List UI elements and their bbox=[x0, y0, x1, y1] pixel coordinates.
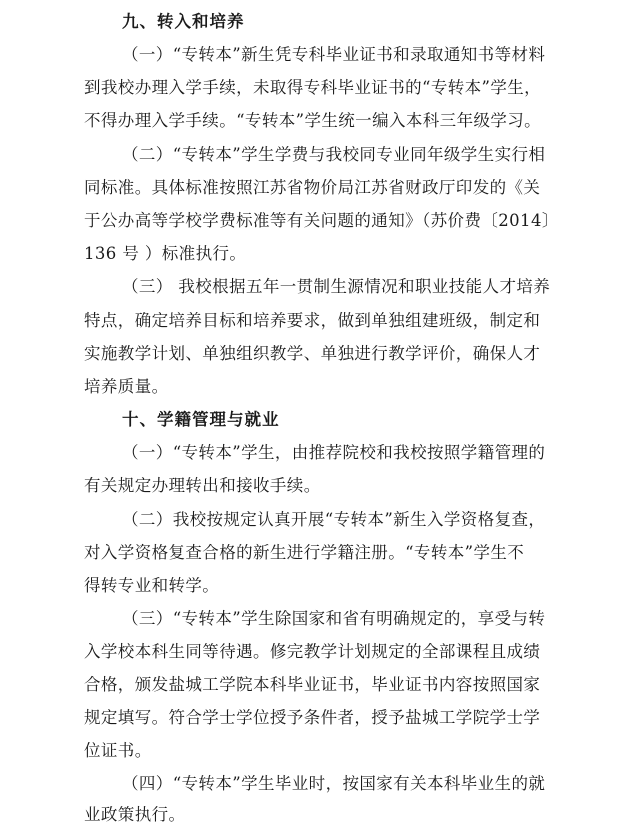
paragraph-line: 得转专业和转学。 bbox=[84, 576, 220, 595]
paragraph-line: 合格，颁发盐城工学院本科毕业证书，毕业证书内容按照国家 bbox=[84, 675, 541, 694]
paragraph-line: 入学校本科生同等待遇。修完教学计划规定的全部课程且成绩 bbox=[84, 642, 541, 661]
paragraph-line: （一）“专转本”新生凭专科毕业证书和录取通知书等材料 bbox=[122, 45, 546, 64]
paragraph-line: 位证书。 bbox=[84, 741, 152, 760]
paragraph-line: （二）我校按规定认真开展“专转本”新生入学资格复查， bbox=[122, 510, 546, 529]
section-heading-9: 九、转入和培养 bbox=[122, 12, 245, 31]
paragraph-line: 实施教学计划、单独组织教学、单独进行教学评价，确保人才 bbox=[84, 344, 541, 363]
paragraph-line: （一）“专转本”学生，由推荐院校和我校按照学籍管理的 bbox=[122, 443, 546, 462]
paragraph-line: 于公办高等学校学费标准等有关问题的通知》（苏价费〔2014〕 bbox=[84, 211, 559, 230]
paragraph-line: 培养质量。 bbox=[84, 377, 169, 396]
paragraph-line: 到我校办理入学手续，未取得专科毕业证书的“专转本”学生， bbox=[84, 78, 542, 97]
paragraph-line: （三）“专转本”学生除国家和省有明确规定的，享受与转 bbox=[122, 609, 546, 628]
section-heading-10: 十、学籍管理与就业 bbox=[122, 410, 280, 429]
paragraph-line: 同标准。具体标准按照江苏省物价局江苏省财政厅印发的《关 bbox=[84, 178, 541, 197]
paragraph-line: （二）“专转本”学生学费与我校同专业同年级学生实行相 bbox=[122, 145, 546, 164]
paragraph-line: （四）“专转本”学生毕业时，按国家有关本科毕业生的就 bbox=[122, 774, 546, 793]
paragraph-line: 业政策执行。 bbox=[84, 805, 186, 824]
paragraph-line: 规定填写。符合学士学位授予条件者，授予盐城工学院学士学 bbox=[84, 708, 541, 727]
paragraph-line: 有关规定办理转出和接收手续。 bbox=[84, 476, 321, 495]
paragraph-line: 136 号 ）标准执行。 bbox=[84, 244, 247, 263]
paragraph-line: 特点，确定培养目标和培养要求，做到单独组建班级，制定和 bbox=[84, 311, 541, 330]
paragraph-line: 不得办理入学手续。“专转本”学生统一编入本科三年级学习。 bbox=[84, 111, 542, 130]
paragraph-line: （三） 我校根据五年一贯制生源情况和职业技能人才培养 bbox=[122, 277, 551, 296]
paragraph-line: 对入学资格复查合格的新生进行学籍注册。“专转本”学生不 bbox=[84, 543, 525, 562]
